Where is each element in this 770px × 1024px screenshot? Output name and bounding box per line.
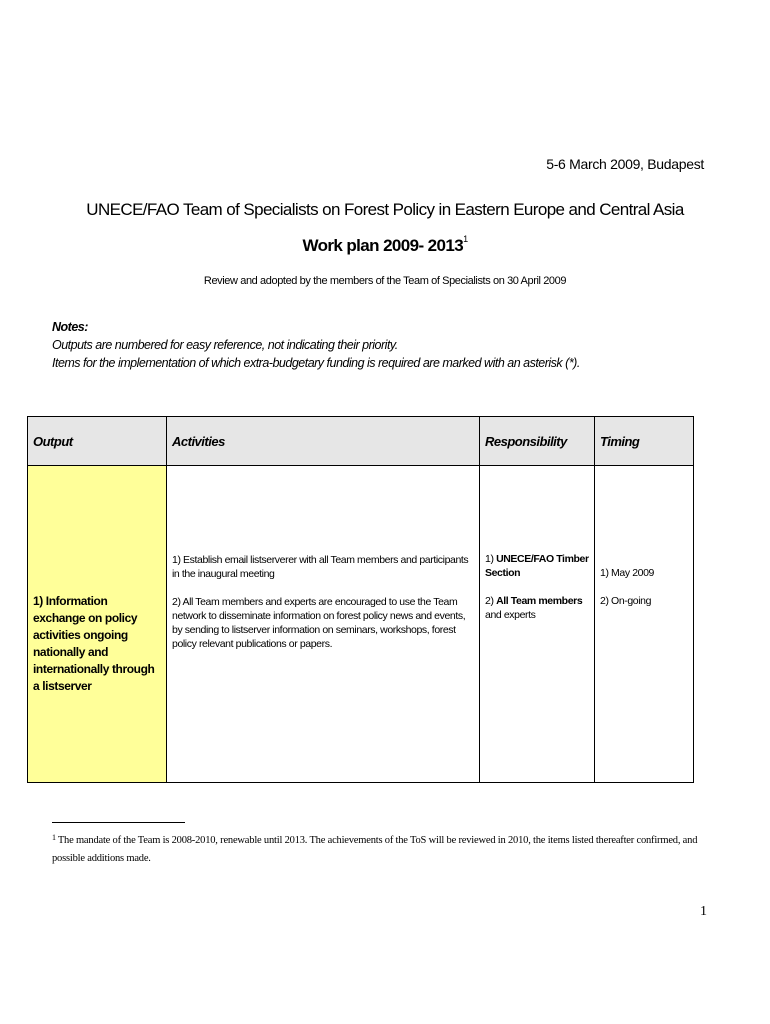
timing-item: 1) May 2009: [600, 567, 654, 579]
adoption-note: Review and adopted by the members of the Team of Specialists on 30 April 2009: [203, 275, 567, 287]
footnote-separator: [52, 822, 185, 823]
notes-line-2: Items for the implementation of which extra-budgetary funding is required are marked with an asterisk (*).: [52, 356, 580, 370]
header-activities: Activities: [167, 417, 480, 466]
activity-item: 1) Establish email listserverer with all Team members and participants in the inaugural meeting: [172, 554, 469, 580]
timing-item: 2) On-going: [600, 595, 652, 607]
footnote-text: The mandate of the Team is 2008-2010, renewable until 2013. The achievements of the ToS will be reviewed in 2010, the items listed thereafter confirmed, and possible additions made.: [52, 835, 698, 864]
notes-heading: Notes:: [52, 320, 88, 334]
responsibility-party: All Team members: [496, 595, 583, 607]
notes-section: [52, 318, 580, 372]
document-date-place: 5-6 March 2009, Budapest: [546, 156, 704, 172]
activity-item: 2) All Team members and experts are encouraged to use the Team network to disseminate information on forest policy news and events, by sending to listserver information on seminars, workshops, forest policy relevant publications or papers.: [172, 596, 466, 650]
table-header-row: [28, 417, 694, 466]
responsibility-cell: [480, 466, 595, 783]
responsibility-prefix: 1): [485, 553, 497, 565]
responsibility-item: [485, 594, 589, 622]
table-row: [28, 466, 694, 783]
responsibility-item: [485, 552, 589, 580]
responsibility-suffix: and experts: [485, 609, 536, 621]
responsibility-party: UNECE/FAO Timber Section: [485, 553, 589, 579]
responsibility-prefix: 2): [485, 595, 497, 607]
document-title: UNECE/FAO Team of Specialists on Forest Policy in Eastern Europe and Central Asia: [86, 200, 684, 219]
footnote: [52, 832, 702, 868]
header-timing: Timing: [595, 417, 694, 466]
work-plan-title-text: Work plan 2009- 2013: [302, 236, 464, 255]
work-plan-title: [0, 236, 770, 256]
activities-cell: [167, 466, 480, 783]
page-number: 1: [700, 904, 707, 919]
header-output: Output: [28, 417, 167, 466]
notes-line-1: Outputs are numbered for easy reference, not indicating their priority.: [52, 338, 398, 352]
header-responsibility: Responsibility: [480, 417, 595, 466]
footnote-reference: 1: [463, 234, 468, 244]
output-cell: 1) Information exchange on policy activities ongoing nationally and internationally through a listserver: [28, 466, 167, 783]
footnote-marker: 1: [52, 833, 56, 842]
work-plan-table: [27, 416, 694, 783]
timing-cell: [595, 466, 694, 783]
